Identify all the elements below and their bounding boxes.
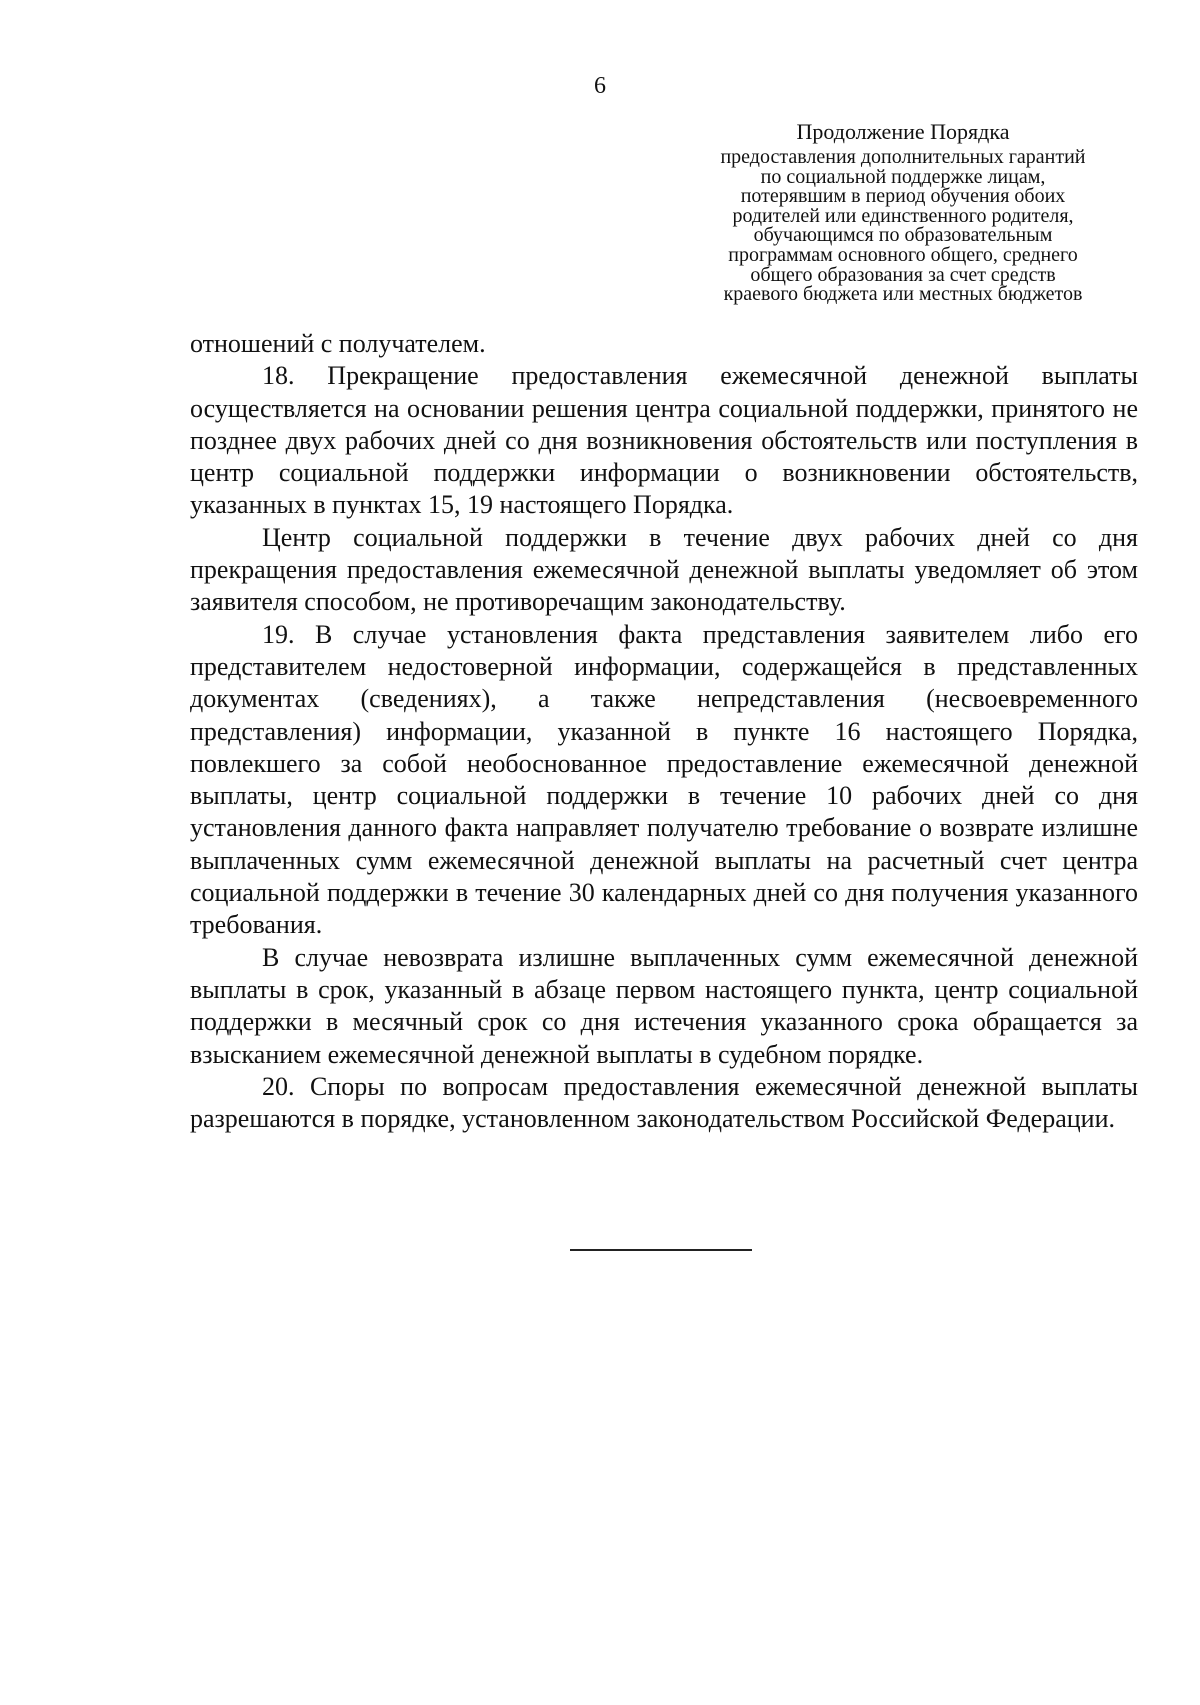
paragraph-continuation: отношений с получателем. <box>190 329 486 358</box>
header-line: по социальной поддержке лицам, <box>760 165 1046 188</box>
header-title: Продолжение Порядка <box>796 119 1010 144</box>
header-line: общего образования за счет средств <box>750 263 1056 286</box>
header-line: родителей или единственного родителя, <box>732 204 1074 227</box>
header-line: потерявшим в период обучения обоих <box>740 185 1066 208</box>
document-body <box>190 328 1138 1135</box>
header-line: программам основного общего, среднего <box>728 243 1078 266</box>
paragraph-notification: Центр социальной поддержки в течение двух рабочих дней со дня прекращения предоставления ежемесячной денежной выплаты уведомляет об этом заявителя способом, не противоречащим законодательству. <box>190 522 1138 617</box>
paragraph-item-18: 18. Прекращение предоставления ежемесячной денежной выплаты осуществляется на основании решения центра социальной поддержки, принятого не позднее двух рабочих дней со дня возникновения обстоятельств или поступления в центр социальной поддержки информации о возникновении обстоятельств, указанных в пунктах 15, 19 настоящего Порядка. <box>190 361 1138 520</box>
end-of-document-rule <box>570 1249 752 1251</box>
header-line: краевого бюджета или местных бюджетов <box>723 283 1083 306</box>
header-line: обучающимся по образовательным <box>753 224 1053 247</box>
document-header <box>676 118 1130 305</box>
paragraph-item-19: 19. В случае установления факта представления заявителем либо его представителем недостоверной информации, содержащейся в представленных документах (сведениях), а также непредставления (несвоевременного представления) информации, указанной в пункте 16 настоящего Порядка, повлекшего за собой необоснованное предоставление ежемесячной денежной выплаты, центр социальной поддержки в течение 10 рабочих дней со дня установления данного факта направляет получателю требование о возврате излишне выплаченных сумм ежемесячной денежной выплаты на расчетный счет центра социальной поддержки в течение 30 календарных дней со дня получения указанного требования. <box>190 619 1138 940</box>
page-number: 6 <box>594 73 606 99</box>
header-line: предоставления дополнительных гарантий <box>720 146 1086 168</box>
paragraph-item-20: 20. Споры по вопросам предоставления ежемесячной денежной выплаты разрешаются в порядке, установленном законодательством Российской Федерации. <box>190 1071 1138 1134</box>
paragraph-non-return: В случае невозврата излишне выплаченных сумм ежемесячной денежной выплаты в срок, указанный в абзаце первом настоящего пункта, центр социальной поддержки в месячный срок со дня истечения указанного срока обращается за взысканием ежемесячной денежной выплаты в судебном порядке. <box>190 942 1138 1069</box>
